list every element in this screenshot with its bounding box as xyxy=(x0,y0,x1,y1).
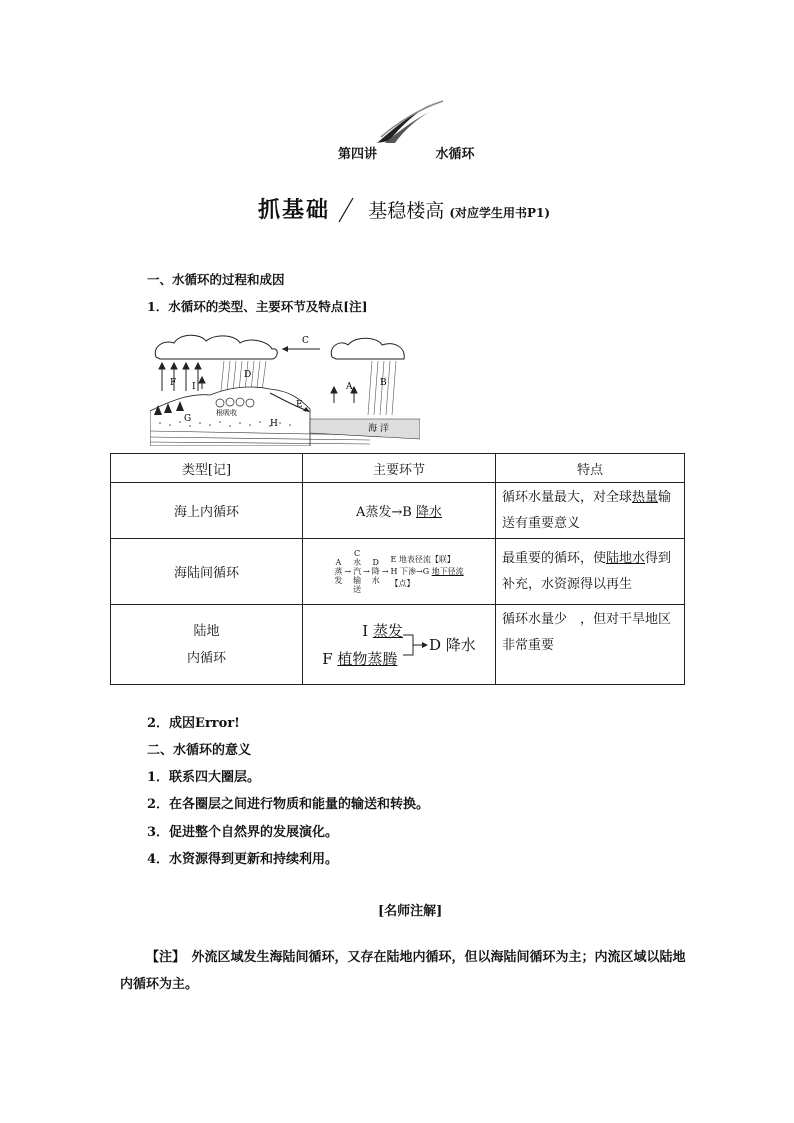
label-B: B xyxy=(380,378,387,388)
label-C: C xyxy=(302,336,309,346)
col-feature: 特点 xyxy=(496,454,685,483)
label-I: I xyxy=(192,382,196,392)
label-E: E xyxy=(296,400,303,410)
row3-feature: 循环水量少 ，但对干旱地区非常重要 xyxy=(496,605,685,685)
label-G: G xyxy=(184,414,192,424)
lesson-heading xyxy=(338,143,475,162)
label-A: A xyxy=(346,382,353,392)
row3-links: I 蒸发 F 植物蒸腾 D 降水 xyxy=(303,605,496,685)
row2-feature: 最重要的循环，使陆地水得到补充，水资源得以再生 xyxy=(496,539,685,605)
banner-mid: 基稳楼高 xyxy=(368,200,445,222)
row2-links: A 蒸 发 → C 水 汽 输 送 → D 降 水 → E 地表径流【联】 H 下渗→G 地下径流 【点】 xyxy=(303,539,496,605)
label-ocean: 海 洋 xyxy=(368,424,389,434)
col-links: 主要环节 xyxy=(303,454,496,483)
lesson-title: 水循环 xyxy=(435,147,475,162)
row1-type: 海上内循环 xyxy=(111,483,303,539)
merge-arrow xyxy=(403,625,429,665)
logo-swoosh xyxy=(375,97,445,145)
banner-ref: (对应学生用书P1) xyxy=(449,206,551,220)
row3-type: 陆地 内循环 xyxy=(111,605,303,685)
section-1-title: 一、水循环的过程和成因 xyxy=(147,272,285,287)
label-root: 根吸收 xyxy=(216,409,237,417)
water-cycle-diagram xyxy=(150,331,420,446)
label-D: D xyxy=(244,370,252,380)
section-1-sub: 1．水循环的类型、主要环节及特点[注] xyxy=(147,299,368,314)
section-banner xyxy=(258,193,550,233)
section-2-title: 二、水循环的意义 xyxy=(147,743,252,758)
slash-divider xyxy=(337,197,355,223)
label-F: F xyxy=(170,378,177,388)
list-item-4: 4．水资源得到更新和持续利用。 xyxy=(147,852,339,867)
notes-text: 【注】 外流区域发生海陆间循环，又存在陆地内循环，但以海陆间循环为主；内流区域以陆地内循环为主。 xyxy=(120,950,686,992)
list-item-1: 1．联系四大圈层。 xyxy=(147,770,261,785)
banner-big: 抓基础 xyxy=(258,198,331,223)
notes-title: [名师注解] xyxy=(378,904,443,919)
list-cause: 2．成因Error! xyxy=(147,716,240,731)
row2-type: 海陆间循环 xyxy=(111,539,303,605)
col-type: 类型[记] xyxy=(111,454,303,483)
label-H: H xyxy=(270,419,278,429)
row1-feature: 循环水量最大，对全球热量输送有重要意义 xyxy=(496,483,685,539)
cycle-table xyxy=(110,453,685,685)
lesson-number: 第四讲 xyxy=(338,147,378,162)
list-item-3: 3．促进整个自然界的发展演化。 xyxy=(147,825,339,840)
row1-links: A蒸发→B 降水 xyxy=(303,483,496,539)
list-item-2: 2．在各圈层之间进行物质和能量的输送和转换。 xyxy=(147,797,430,812)
